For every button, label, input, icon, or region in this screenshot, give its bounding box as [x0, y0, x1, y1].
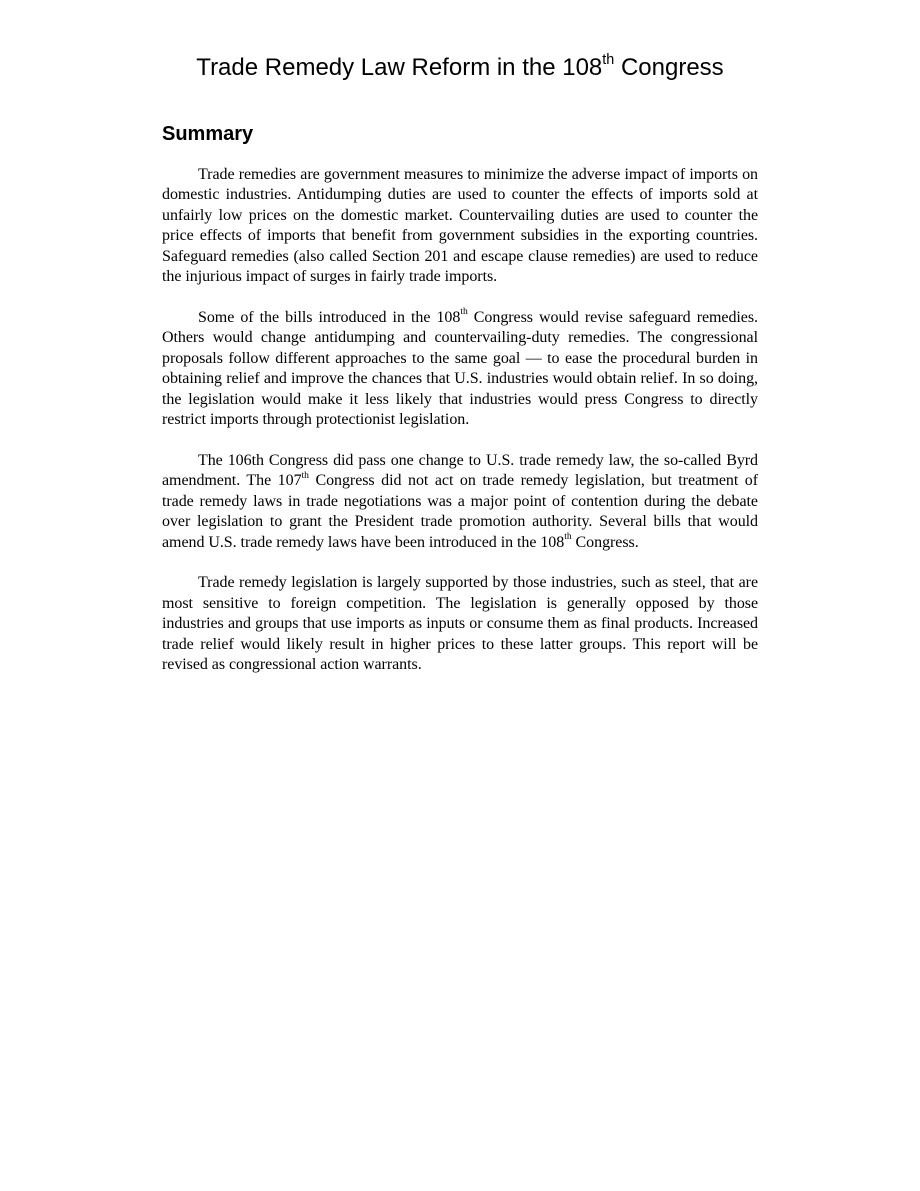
document-body [162, 165, 758, 696]
paragraph-2 [162, 308, 758, 430]
title-text-end: Congress [614, 54, 724, 81]
paragraph-1: Trade remedies are government measures to minimize the adverse impact of imports on domestic industries. Antidumping duties are used to counter the effects of imports sold at unfairly low prices on the domestic market. Countervailing duties are used to counter the price effects of imports that benefit from government subsidies in the exporting countries. Safeguard remedies (also called Section 201 and escape clause remedies) are used to reduce the injurious impact of surges in fairly trade imports. [162, 166, 758, 286]
paragraph-3-text-a: The 106th Congress did pass one change to U.S. trade remedy law, the so-called Byrd amendment. The 107 [162, 451, 758, 490]
paragraph-2-text-a: Some of the bills introduced in the 108 [198, 308, 461, 326]
paragraph-3-superscript-2: th [564, 530, 572, 542]
title-text: Trade Remedy Law Reform in the 108 [196, 54, 603, 81]
section-heading: Summary [162, 123, 254, 145]
paragraph-2-text-b: Congress would revise safeguard remedies. Others would change antidumping and countervailing-duty remedies. The congressional proposals follow different approaches to the same goal — to ease the procedural burden in obtaining relief and improve the chances that U.S. industries would obtain relief. In so doing, the legislation would make it less likely that industries would press Congress to directly restrict imports through protectionist legislation. [162, 308, 758, 428]
paragraph-3-superscript-1: th [301, 469, 309, 481]
paragraph-3-text-b: Congress did not act on trade remedy legislation, but treatment of trade remedy laws in trade negotiations was a major point of contention during the debate over legislation to grant the President trade promotion authority. Several bills that would amend U.S. trade remedy laws have been introduced in the 108 [162, 472, 759, 551]
paragraph-2-superscript: th [460, 306, 468, 318]
paragraph-3-text-c: Congress. [571, 533, 639, 551]
paragraph-3 [162, 451, 758, 553]
paragraph-4: Trade remedy legislation is largely supported by those industries, such as steel, that are most sensitive to foreign competition. The legislation is generally opposed by those industries and groups that use imports as inputs or consume them as final products. Increased trade relief would likely result in higher prices to these latter groups. This report will be revised as congressional action warrants. [162, 574, 758, 674]
title-superscript: th [602, 51, 615, 68]
document-title [0, 52, 920, 84]
